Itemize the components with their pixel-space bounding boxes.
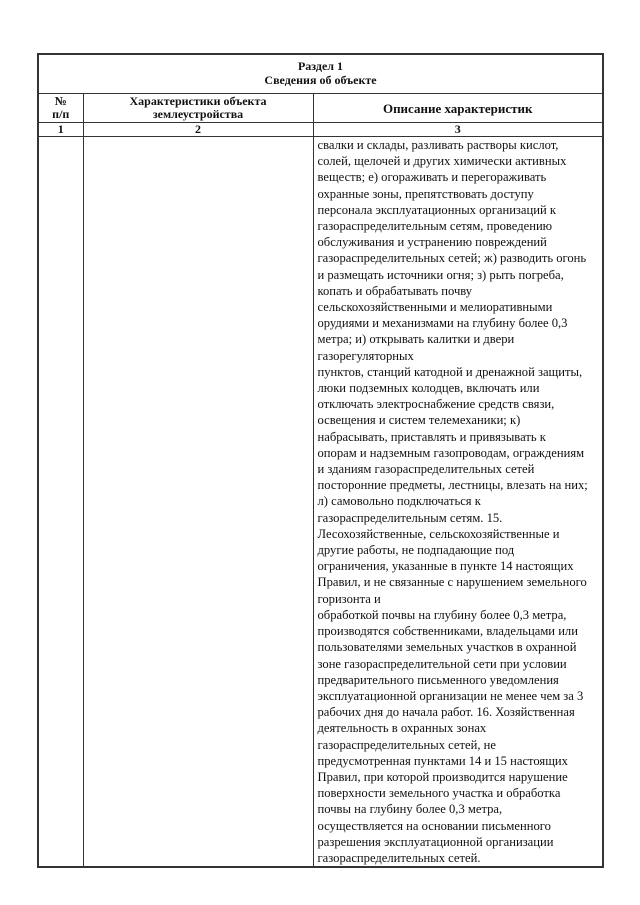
description-line: обслуживания и устранению повреждений xyxy=(317,235,547,250)
description-line: другие работы, не подпадающие под xyxy=(317,543,515,558)
col3-number: 3 xyxy=(313,123,603,137)
description-line: газораспределительным сетям, проведению xyxy=(317,219,553,234)
col3-header: Описание характеристик xyxy=(313,94,603,123)
description-line: пользователями земельных участков в охранной xyxy=(317,640,577,655)
description-line: свалки и склады, разливать растворы кислот, xyxy=(317,138,559,152)
description-line: опорам и надземным газопроводам, ограждениям xyxy=(317,445,585,460)
description-line: деятельность в охранных зонах xyxy=(317,721,487,736)
description-line: люки подземных колодцев, включать или xyxy=(317,381,540,396)
description-line: солей, щелочей и других химически активных xyxy=(317,154,567,169)
description-line: копать и обрабатывать почву xyxy=(317,283,473,298)
description-line: метра; и) открывать калитки и двери xyxy=(317,332,515,347)
description-line: Лесохозяйственные, сельскохозяйственные и xyxy=(317,526,560,541)
description-line: веществ; е) огораживать и перегораживать xyxy=(317,170,547,185)
description-line: осуществляется на основании письменного xyxy=(317,818,551,833)
object-info-table xyxy=(37,53,604,868)
col2-header-line2: землеустройства xyxy=(152,107,244,121)
col1-number: 1 xyxy=(38,123,83,137)
description-line: предварительного письменного уведомления xyxy=(317,672,559,687)
description-line: эксплуатационной организации не менее чем за 3 xyxy=(317,688,584,703)
col1-header-line1: № xyxy=(54,94,67,108)
description-line: сельскохозяйственными и мелиоративными xyxy=(317,300,553,315)
col1-header xyxy=(38,94,83,123)
description-line: газораспределительным сетям. 15. xyxy=(317,510,503,525)
section-title: Раздел 1 xyxy=(297,59,344,73)
description-line: Правил, и не связанные с нарушением земельного xyxy=(317,575,587,590)
description-line: и размещать источники огня; з) рыть погреба, xyxy=(317,267,564,282)
col2-header-line1: Характеристики объекта xyxy=(129,94,267,108)
description-line: Правил, при которой производится нарушение xyxy=(317,769,568,784)
description-line: производятся собственниками, владельцами или xyxy=(317,624,578,639)
description-line: предусмотренная пунктами 14 и 15 настоящих xyxy=(317,753,568,768)
description-line: газораспределительных сетей, не xyxy=(317,737,496,752)
column-number-row xyxy=(38,123,603,137)
content-col2-empty xyxy=(83,137,313,868)
section-title-row xyxy=(38,54,603,94)
description-line: горизонта и xyxy=(317,591,381,606)
column-header-row xyxy=(38,94,603,123)
section-subtitle: Сведения об объекте xyxy=(264,73,377,87)
col2-number: 2 xyxy=(83,123,313,137)
description-line: поверхности земельного участка и обработка xyxy=(317,786,561,801)
description-line: обработкой почвы на глубину более 0,3 метра, xyxy=(317,607,567,622)
col1-header-line2: п/п xyxy=(52,107,70,121)
description-line: почвы на глубину более 0,3 метра, xyxy=(317,802,503,817)
section-title-cell xyxy=(38,54,603,94)
description-text xyxy=(313,137,603,868)
description-line: набрасывать, приставлять и привязывать к xyxy=(317,429,546,444)
description-line: рабочих дня до начала работ. 16. Хозяйственная xyxy=(317,705,575,720)
description-line: посторонние предметы, лестницы, влезать на них; xyxy=(317,478,588,493)
description-line: отключать электроснабжение средств связи, xyxy=(317,397,555,412)
description-line: и зданиям газораспределительных сетей xyxy=(317,462,535,477)
description-line: персонала эксплуатационных организаций к xyxy=(317,202,556,217)
document-page xyxy=(37,53,602,868)
description-line: освещения и систем телемеханики; к) xyxy=(317,413,521,428)
description-line: зоне газораспределительной сети при условии xyxy=(317,656,567,671)
content-col1-empty xyxy=(38,137,83,868)
content-row xyxy=(38,137,603,868)
description-line: газорегуляторных xyxy=(317,348,414,363)
description-line: газораспределительных сетей; ж) разводить огонь xyxy=(317,251,587,266)
description-line: охранные зоны, препятствовать доступу xyxy=(317,186,534,201)
description-line: ограничения, указанные в пункте 14 настоящих xyxy=(317,559,574,574)
col2-header xyxy=(83,94,313,123)
description-line: пунктов, станций катодной и дренажной защиты, xyxy=(317,364,583,379)
description-line: газораспределительных сетей. xyxy=(317,850,481,865)
description-line: л) самовольно подключаться к xyxy=(317,494,481,509)
description-line: разрешения эксплуатационной организации xyxy=(317,834,554,849)
description-line: орудиями и механизмами на глубину более 0,3 xyxy=(317,316,568,331)
